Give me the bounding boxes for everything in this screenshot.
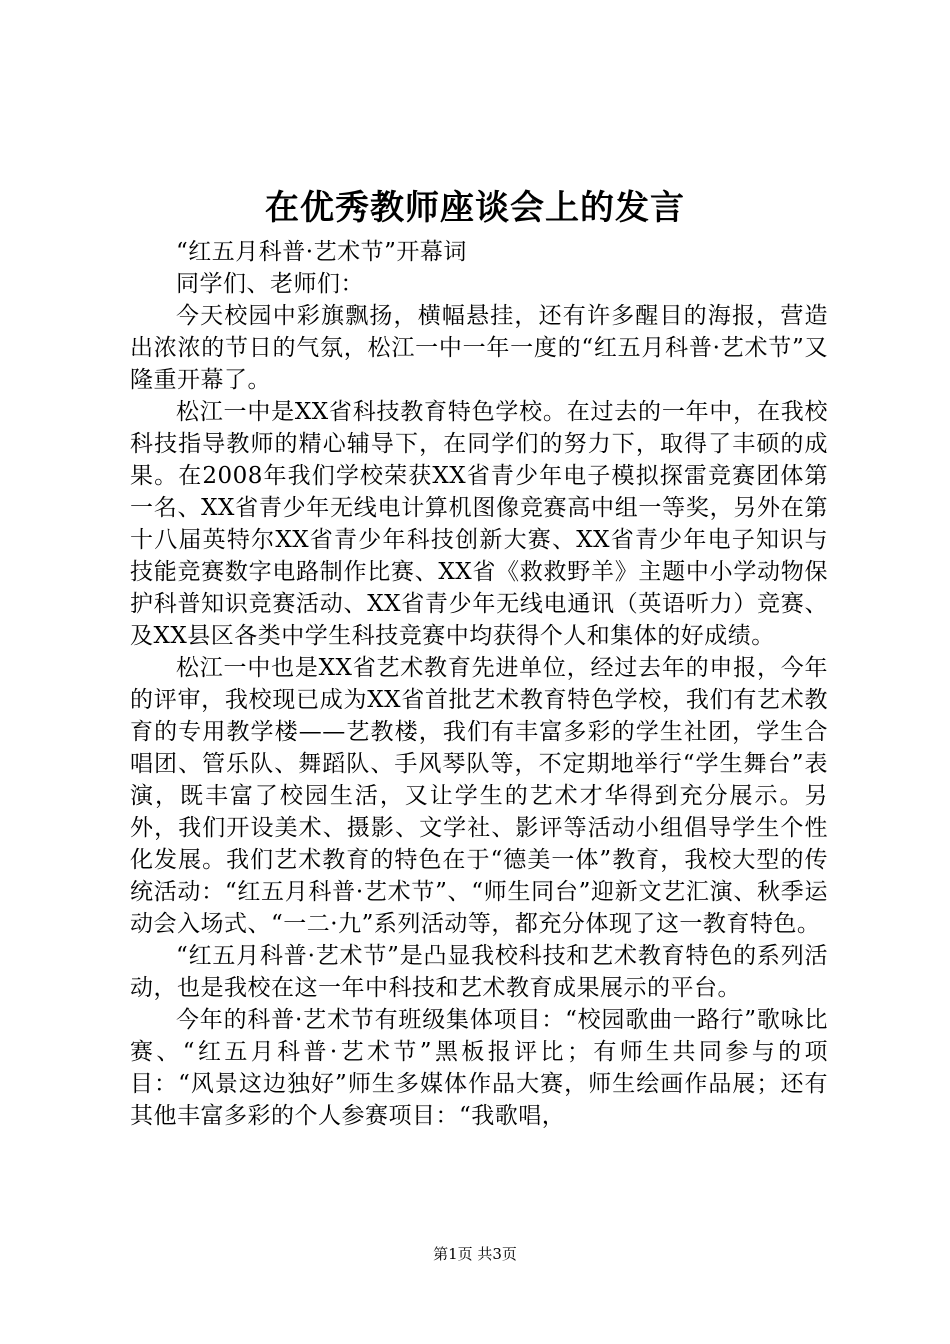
document-title: 在优秀教师座谈会上的发言 <box>265 188 685 228</box>
paragraph-festival: “红五月科普·艺术节”是凸显我校科技和艺术教育特色的系列活动，也是我校在这一年中科技和艺术教育成果展示的平台。 <box>130 943 828 1001</box>
paragraph-salutation: 同学们、老师们： <box>176 271 364 297</box>
paragraph-projects: 今年的科普·艺术节有班级集体项目：“校园歌曲一路行”歌咏比赛、“红五月科普·艺术节”黑板报评比；有师生共同参与的项目：“风景这边独好”师生多媒体作品大赛，师生绘画作品展；还有其他丰富多彩的个人参赛项目：“我歌唱， <box>130 1007 828 1129</box>
document-body <box>130 236 828 1132</box>
paragraph-art: 松江一中也是XX省艺术教育先进单位，经过去年的申报，今年的评审，我校现已成为XX省首批艺术教育特色学校，我们有艺术教育的专用教学楼——艺教楼，我们有丰富多彩的学生社团，学生合唱团、管乐队、舞蹈队、手风琴队等，不定期地举行“学生舞台”表演，既丰富了校园生活，又让学生的艺术才华得到充分展示。另外，我们开设美术、摄影、文学社、影评等活动小组倡导学生个性化发展。我们艺术教育的特色在于“德美一体”教育，我校大型的传统活动：“红五月科普·艺术节”、“师生同台”迎新文艺汇演、秋季运动会入场式、“一二·九”系列活动等，都充分体现了这一教育特色。 <box>130 655 828 937</box>
page-footer: 第1页 共3页 <box>433 1245 517 1263</box>
paragraph-opening: 今天校园中彩旗飘扬，横幅悬挂，还有许多醒目的海报，营造出浓浓的节日的气氛，松江一中一年一度的“红五月科普·艺术节”又隆重开幕了。 <box>130 303 828 393</box>
paragraph-science: 松江一中是XX省科技教育特色学校。在过去的一年中，在我校科技指导教师的精心辅导下，在同学们的努力下，取得了丰硕的成果。在2008年我们学校荣获XX省青少年电子模拟探雷竞赛团体第一名、XX省青少年无线电计算机图像竞赛高中组一等奖，另外在第十八届英特尔XX省青少年科技创新大赛、XX省青少年电子知识与技能竞赛数字电路制作比赛、XX省《救救野羊》主题中小学动物保护科普知识竞赛活动、XX省青少年无线电通讯（英语听力）竞赛、及XX县区各类中学生科技竞赛中均获得个人和集体的好成绩。 <box>130 399 828 649</box>
paragraph-subtitle: “红五月科普·艺术节”开幕词 <box>176 239 467 265</box>
